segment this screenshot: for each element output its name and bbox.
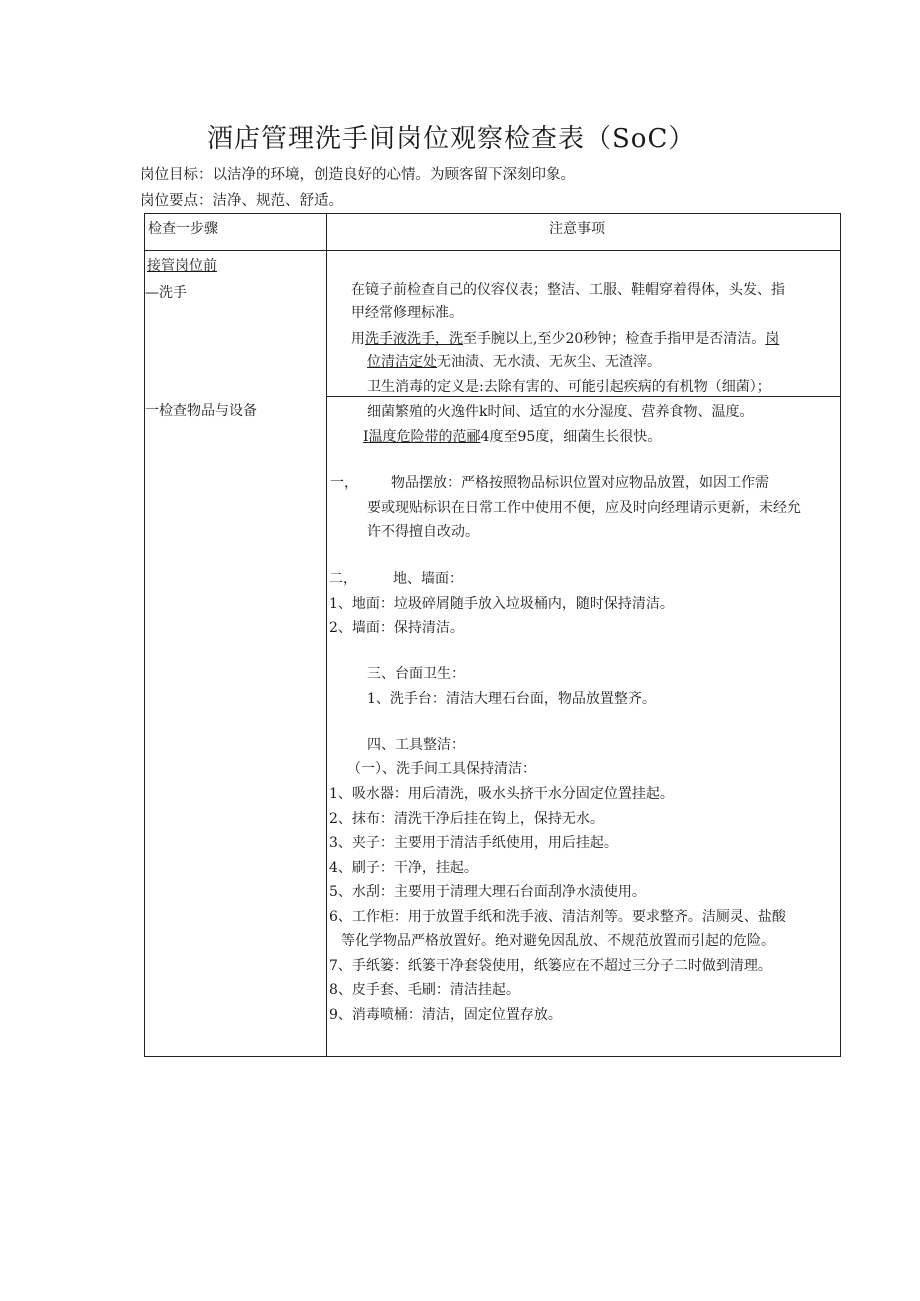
note-line: 许不得擅自改动。 (367, 524, 479, 540)
section-number: 一， (330, 475, 358, 491)
note-line: 6、工作柜：用于放置手纸和洗手液、清洁剂等。要求整齐。洁厕灵、盐酸 (329, 909, 786, 925)
note-line: 甲经常修理标准。 (351, 305, 463, 321)
header-notes: 注意事项 (549, 221, 605, 237)
note-text: 无油渍、无水渍、无灰尘、无渣滓。 (437, 354, 661, 370)
note-line: 细菌繁殖的火逸件k时间、适宜的水分湿度、营养食物、温度。 (367, 404, 754, 420)
note-line: 1、地面：垃圾碎屑随手放入垃圾桶内，随时保持清洁。 (329, 596, 674, 612)
note-text: 至手腕以上,至少20秒钟；检查手指甲是否清洁。 (463, 331, 766, 347)
section-title: 地、墙面： (393, 571, 463, 587)
note-line: 5、水刮：主要用于清理大理石台面刮净水渍使用。 (329, 884, 646, 900)
note-line: 卫生消毒的定义是:去除有害的、可能引起疾病的有机物（细菌）； (367, 379, 771, 395)
job-goal: 岗位目标：以洁净的环境，创造良好的心情。为顾客留下深刻印象。 (140, 167, 575, 183)
page-title: 酒店管理洗手间岗位观察检查表（SoC） (207, 124, 696, 154)
note-line (351, 330, 779, 348)
note-text-underlined: I温度危险带的范郦 (363, 429, 481, 445)
checklist-table (144, 213, 841, 1057)
note-line (363, 428, 661, 446)
note-line: 8、皮手套、毛刷：清洁挂起。 (329, 982, 520, 998)
column-divider (326, 214, 327, 1056)
step-wash-hands: —洗手 (145, 285, 187, 301)
section-number: 二， (329, 571, 357, 587)
section-title: 四、工具整洁： (367, 737, 465, 753)
note-text: 4度至95度，细菌生长很快。 (480, 429, 662, 445)
header-step: 检查一步骤 (148, 221, 218, 237)
note-line: 7、手纸篓：纸篓干净套袋使用，纸篓应在不超过三分子二时做到清理。 (329, 958, 772, 974)
note-line: 3、夹子：主要用于清洁手纸使用，用后挂起。 (329, 835, 618, 851)
job-key-points: 岗位要点：洁净、规范、舒适。 (140, 193, 343, 209)
section-before-duty: 接管岗位前 (147, 258, 217, 274)
note-line: 在镜子前检查自己的仪容仪表；整洁、工服、鞋帽穿着得体，头发、指 (351, 282, 785, 298)
note-line (367, 353, 661, 371)
note-line: 要或现贴标识在日常工作中使用不便，应及时向经理请示更新，未经允 (367, 500, 801, 516)
note-line: 2、墙面：保持清洁。 (329, 620, 464, 636)
note-line: 2、抹布：清洗干净后挂在钩上，保持无水。 (329, 811, 604, 827)
note-text-underlined: 洗手液洗手，洗 (365, 331, 463, 347)
sub-section-title: （一）、洗手间工具保持清洁： (347, 761, 536, 777)
note-text-underlined: 岗 (765, 331, 780, 347)
section-title: 三、台面卫生： (367, 666, 465, 682)
note-line: 1、吸水器：用后清洗，吸水头挤干水分固定位置挂起。 (329, 786, 674, 802)
note-line: 1、洗手台：清洁大理石台面，物品放置整齐。 (367, 691, 656, 707)
header-divider (145, 250, 840, 251)
note-line: 等化学物品严格放置好。绝对避免因乱放、不规范放置而引起的危险。 (341, 933, 775, 949)
note-text: 用 (351, 331, 365, 347)
note-line: 9、消毒喷桶：清洁，固定位置存放。 (329, 1007, 562, 1023)
step-check-items: 一检查物品与设备 (145, 403, 257, 419)
note-line: 物品摆放：严格按照物品标识位置对应物品放置，如因工作需 (391, 475, 769, 491)
note-text-underlined: 位清洁定处 (367, 354, 437, 370)
row-divider (326, 396, 841, 397)
note-line: 4、刷子：干净，挂起。 (329, 860, 478, 876)
